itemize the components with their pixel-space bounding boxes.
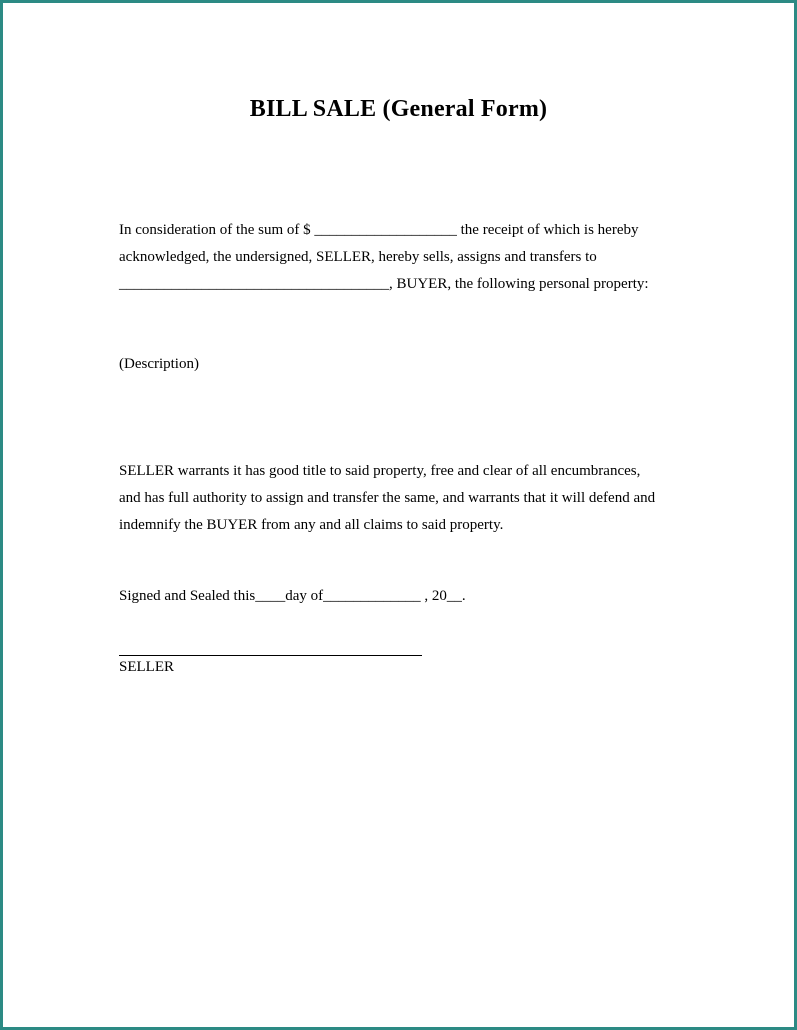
warranty-line-1: SELLER warrants it has good title to said property, free and clear of all encumbrances,	[119, 463, 641, 479]
document-title: BILL SALE (General Form)	[249, 96, 548, 122]
signed-and-sealed-line: Signed and Sealed this____day of_____________ , 20__.	[119, 588, 466, 604]
seller-signature-label: SELLER	[119, 659, 174, 675]
seller-signature-line	[119, 655, 422, 656]
description-placeholder: (Description)	[119, 356, 199, 372]
warranty-line-2: and has full authority to assign and transfer the same, and warrants that it will defend and	[119, 490, 656, 506]
consideration-line-3: ____________________________________, BUYER, the following personal property:	[119, 276, 649, 292]
consideration-line-1: In consideration of the sum of $ ___________________ the receipt of which is hereby	[119, 222, 639, 238]
warranty-line-3: indemnify the BUYER from any and all claims to said property.	[119, 517, 504, 533]
consideration-line-2: acknowledged, the undersigned, SELLER, hereby sells, assigns and transfers to	[119, 249, 597, 265]
